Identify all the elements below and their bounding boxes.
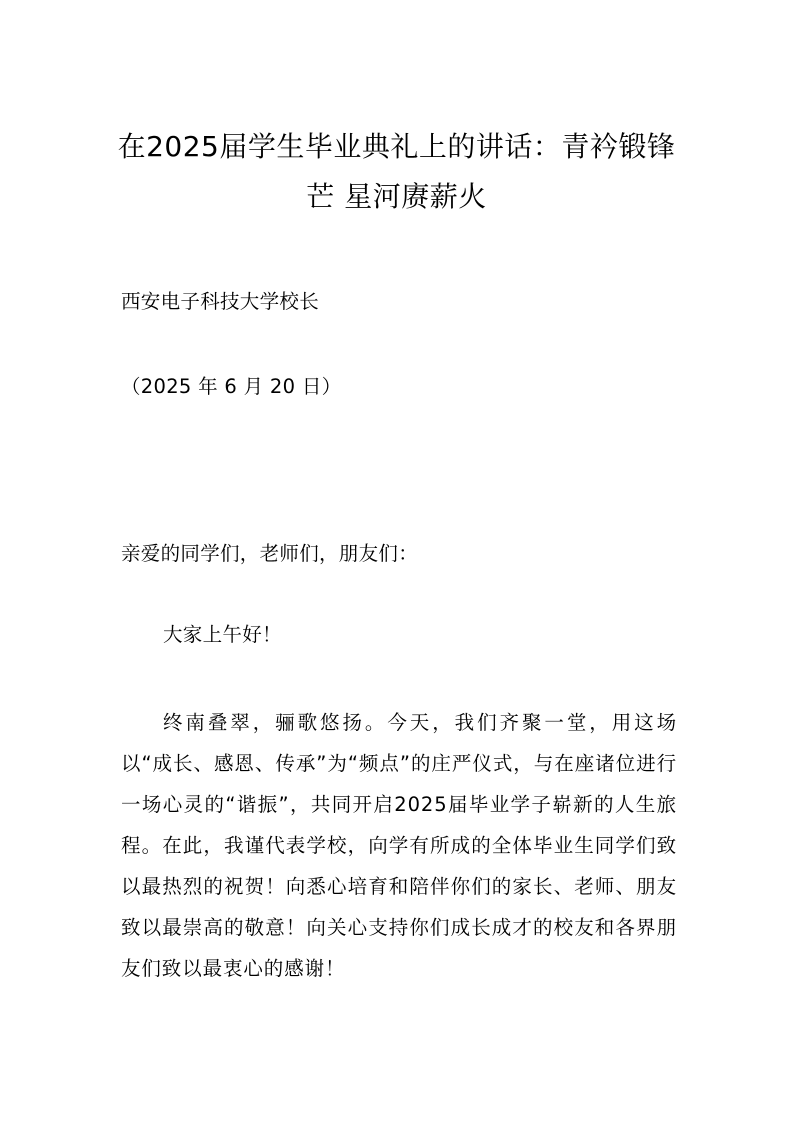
date-line: （2025 年 6 月 20 日） [121,375,342,398]
greeting-line: 大家上午好！ [163,623,282,646]
salutation-line: 亲爱的同学们，老师们，朋友们： [121,542,419,565]
document-title: 在2025届学生毕业典礼上的讲话：青衿锻锋芒 星河赓薪火 [117,130,676,213]
author-line: 西安电子科技大学校长 [121,290,320,313]
body-paragraph: 终南叠翠，骊歌悠扬。今天，我们齐聚一堂，用这场以“成长、感恩、传承”为“频点”的庄严仪式，与在座诸位进行一场心灵的“谐振”，共同开启2025届毕业学子崭新的人生旅程。在此，我谨代表学校，向学有所成的全体毕业生同学们致以最热烈的祝贺！向悉心培育和陪伴你们的家长、老师、朋友致以最崇高的敬意！向关心支持你们成长成才的校友和各界朋友们致以最衷心的感谢！ [121,711,677,980]
